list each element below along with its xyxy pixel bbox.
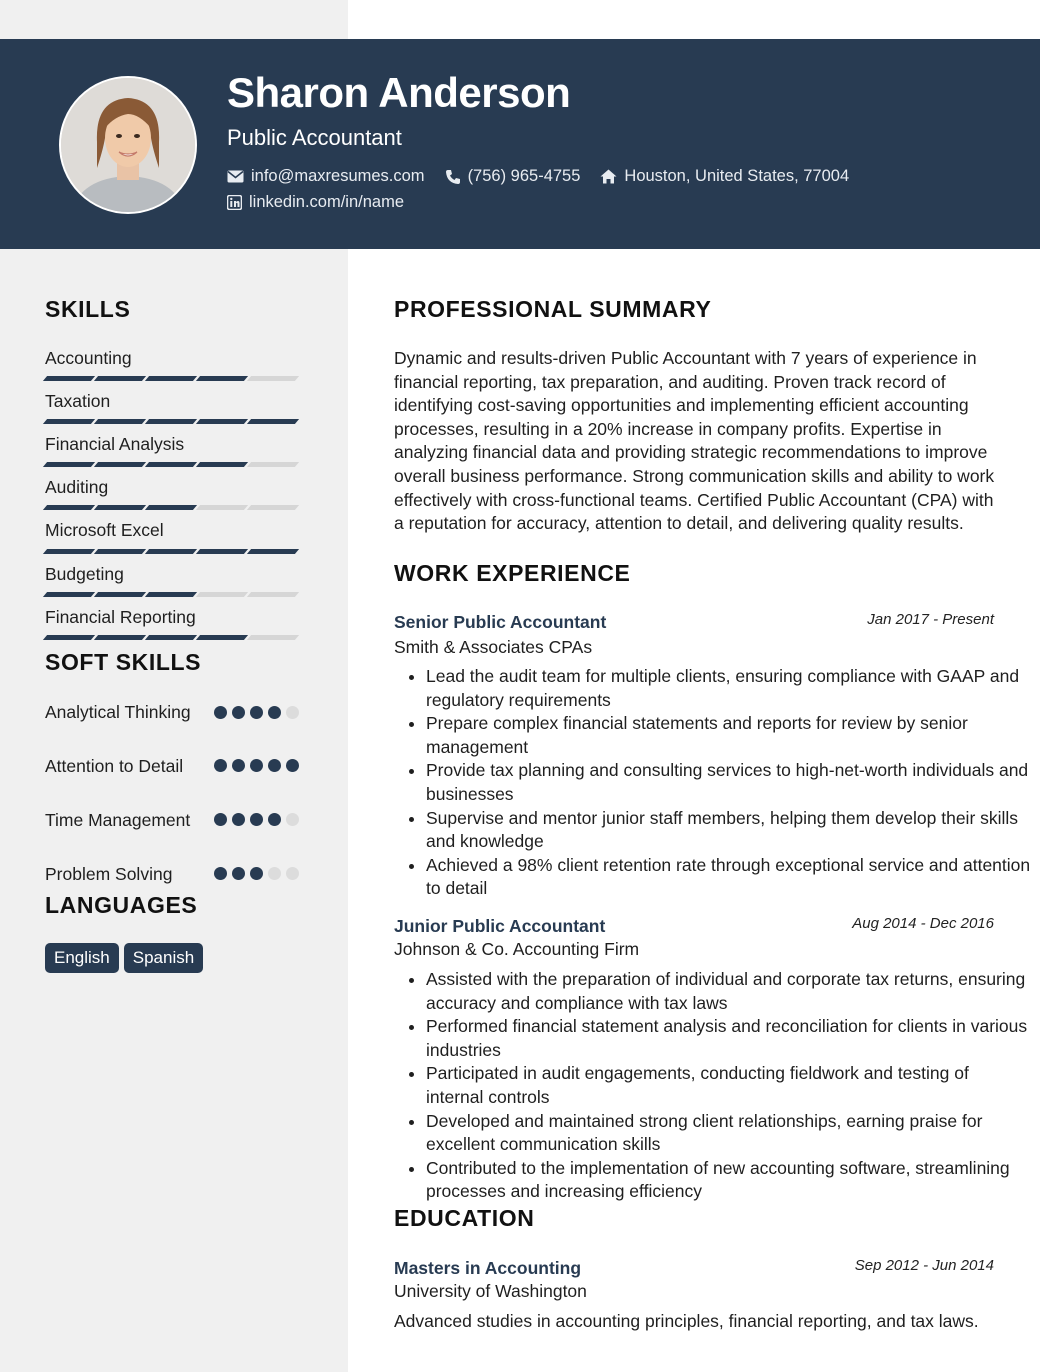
level-segment <box>94 549 146 554</box>
bullet-item: • Performed financial statement analysis and reconciliation for clients in various industries <box>426 1015 1031 1062</box>
linkedin-text: linkedin.com/in/name <box>249 193 404 211</box>
school-name: University of Washington <box>394 1281 587 1301</box>
level-segment <box>94 419 146 424</box>
level-segment <box>247 376 299 381</box>
soft-skill-name: Problem Solving <box>45 864 173 884</box>
company-name: Smith & Associates CPAs <box>394 637 593 657</box>
job-title: Senior Public Accountant <box>394 612 607 632</box>
level-segment <box>43 505 95 510</box>
level-dot <box>214 867 227 880</box>
bullet-item: • Achieved a 98% client retention rate through exceptional service and attention to detail <box>426 854 1031 901</box>
level-segment <box>94 505 146 510</box>
level-dot <box>214 759 227 772</box>
bullet-item: • Assisted with the preparation of individual and corporate tax returns, ensuring accuracy and compliance with tax laws <box>426 968 1031 1015</box>
summary-heading: PROFESSIONAL SUMMARY <box>394 296 712 322</box>
phone-text: (756) 965-4755 <box>467 167 581 185</box>
level-segment <box>145 635 197 640</box>
skill-level-bar <box>45 419 300 424</box>
contact-linkedin[interactable] <box>227 193 404 212</box>
level-segment <box>43 549 95 554</box>
education-date: Sep 2012 - Jun 2014 <box>854 1257 994 1274</box>
level-segment <box>145 376 197 381</box>
skill-name: Accounting <box>45 348 132 368</box>
level-dot <box>268 759 281 772</box>
soft-skill-dots <box>214 759 304 772</box>
level-dot <box>232 759 245 772</box>
soft-skill-name: Time Management <box>45 810 191 830</box>
level-segment <box>43 376 95 381</box>
location-text: Houston, United States, 77004 <box>624 167 850 185</box>
education-heading: EDUCATION <box>394 1205 535 1231</box>
level-dot <box>250 706 263 719</box>
level-segment <box>196 635 248 640</box>
resume-header <box>0 39 1040 249</box>
soft-skill-dots <box>214 813 304 826</box>
skills-heading: SKILLS <box>45 296 131 322</box>
job-bullets <box>394 968 1031 1204</box>
linkedin-icon <box>227 195 242 210</box>
level-dot <box>232 706 245 719</box>
level-segment <box>196 376 248 381</box>
phone-icon <box>445 169 461 185</box>
bullet-item: • Prepare complex financial statements and reports for review by senior management <box>426 712 1031 759</box>
level-dot <box>268 867 281 880</box>
level-segment <box>145 419 197 424</box>
level-segment <box>145 592 197 597</box>
level-segment <box>43 462 95 467</box>
bullet-item: • Contributed to the implementation of new accounting software, streamlining processes and increasing efficiency <box>426 1157 1031 1204</box>
level-segment <box>94 635 146 640</box>
education-description: Advanced studies in accounting principles, financial reporting, and tax laws. <box>394 1311 979 1331</box>
contact-row-2 <box>227 193 424 212</box>
level-segment <box>145 549 197 554</box>
level-dot <box>250 759 263 772</box>
level-dot <box>286 867 299 880</box>
language-pill: English <box>45 943 119 973</box>
skill-level-bar <box>45 376 300 381</box>
job-date: Jan 2017 - Present <box>867 611 994 628</box>
contact-phone[interactable] <box>445 167 581 186</box>
soft-skill-dots <box>214 706 304 719</box>
soft-skill-name: Attention to Detail <box>45 756 184 776</box>
skill-level-bar <box>45 549 300 554</box>
candidate-name: Sharon Anderson <box>227 69 571 116</box>
bullet-item: • Lead the audit team for multiple clients, ensuring compliance with GAAP and regulatory requirements <box>426 665 1031 712</box>
level-dot <box>232 813 245 826</box>
job-title: Junior Public Accountant <box>394 916 606 936</box>
level-segment <box>247 462 299 467</box>
level-dot <box>214 706 227 719</box>
soft-skill-name: Analytical Thinking <box>45 702 191 722</box>
home-icon <box>600 169 617 184</box>
contact-email[interactable] <box>227 167 425 186</box>
skill-level-bar <box>45 505 300 510</box>
bullet-item: • Developed and maintained strong client relationships, earning praise for excellent communication skills <box>426 1110 1031 1157</box>
skill-name: Auditing <box>45 477 109 497</box>
soft-skills-heading: SOFT SKILLS <box>45 649 202 675</box>
level-dot <box>268 706 281 719</box>
languages-heading: LANGUAGES <box>45 892 198 918</box>
level-segment <box>43 419 95 424</box>
level-segment <box>43 592 95 597</box>
level-segment <box>247 635 299 640</box>
level-segment <box>247 419 299 424</box>
level-segment <box>247 549 299 554</box>
candidate-title: Public Accountant <box>227 125 402 150</box>
bullet-item: • Participated in audit engagements, conducting fieldwork and testing of internal controls <box>426 1062 1031 1109</box>
contact-location <box>600 167 849 186</box>
level-segment <box>145 505 197 510</box>
level-segment <box>196 505 248 510</box>
level-dot <box>286 759 299 772</box>
level-dot <box>268 813 281 826</box>
skill-name: Financial Reporting <box>45 607 196 627</box>
level-dot <box>214 813 227 826</box>
bullet-item: • Supervise and mentor junior staff members, helping them develop their skills and knowledge <box>426 807 1031 854</box>
summary-text: Dynamic and results-driven Public Accountant with 7 years of experience in financial reporting, tax preparation, and auditing. Proven track record of identifying cost-saving opportunities and implementing efficient accounting processes, resulting in a 20% increase in company profits. Expertise in analyzing financial data and providing strategic recommendations to improve overall business performance. Strong communication skills and ability to work effectively with cross-functional teams. Certified Public Accountant (CPA) with a reputation for accuracy, attention to detail, and delivering quality results. <box>394 348 995 534</box>
level-dot <box>232 867 245 880</box>
level-dot <box>286 706 299 719</box>
skill-name: Microsoft Excel <box>45 520 164 540</box>
level-segment <box>196 462 248 467</box>
level-segment <box>196 419 248 424</box>
degree-title: Masters in Accounting <box>394 1258 582 1278</box>
languages-list <box>45 943 208 973</box>
skill-name: Financial Analysis <box>45 434 185 454</box>
level-segment <box>43 635 95 640</box>
level-dot <box>250 867 263 880</box>
level-segment <box>196 549 248 554</box>
level-segment <box>94 376 146 381</box>
email-text: info@maxresumes.com <box>251 167 425 185</box>
level-dot <box>286 813 299 826</box>
soft-skill-dots <box>214 867 304 880</box>
skill-name: Taxation <box>45 391 111 411</box>
level-segment <box>94 592 146 597</box>
skill-level-bar <box>45 462 300 467</box>
level-segment <box>145 462 197 467</box>
avatar <box>59 76 197 214</box>
envelope-icon <box>227 170 244 183</box>
skill-level-bar <box>45 592 300 597</box>
contact-row <box>227 167 869 186</box>
job-date: Aug 2014 - Dec 2016 <box>852 915 994 932</box>
bullet-item: • Provide tax planning and consulting services to high-net-worth individuals and businesses <box>426 759 1031 806</box>
experience-heading: WORK EXPERIENCE <box>394 560 631 586</box>
level-segment <box>94 462 146 467</box>
level-segment <box>247 592 299 597</box>
level-segment <box>247 505 299 510</box>
job-bullets <box>394 665 1031 901</box>
skill-name: Budgeting <box>45 564 124 584</box>
skill-level-bar <box>45 635 300 640</box>
level-dot <box>250 813 263 826</box>
company-name: Johnson & Co. Accounting Firm <box>394 939 640 959</box>
level-segment <box>196 592 248 597</box>
language-pill: Spanish <box>124 943 203 973</box>
